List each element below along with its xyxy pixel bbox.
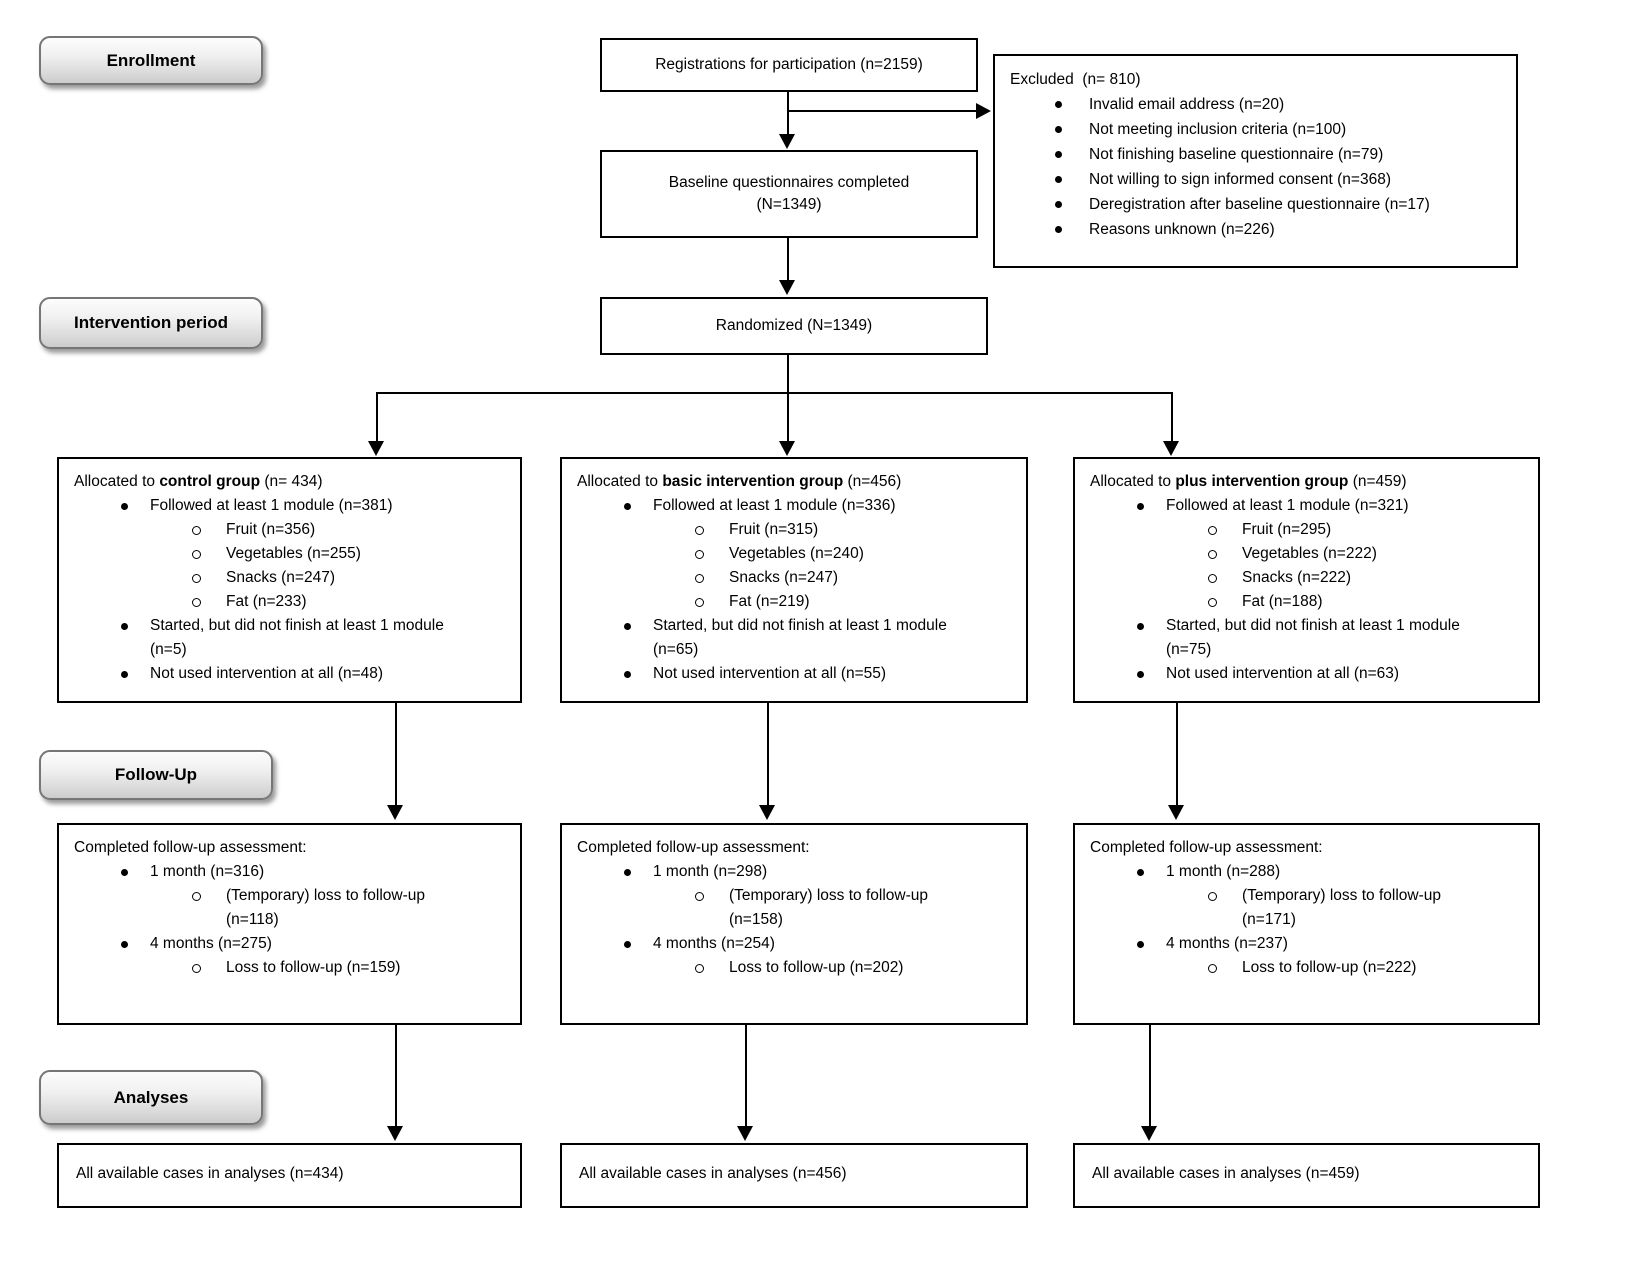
arrow-allocated-to-followup-control-line	[395, 703, 397, 807]
bullet-icon	[624, 869, 631, 876]
item-text: Followed at least 1 module (n=381)	[150, 497, 393, 514]
allocated-title	[562, 470, 1026, 494]
allocated-title	[59, 470, 520, 494]
item-text: 4 months (n=275)	[150, 935, 272, 952]
arrowhead-down-icon	[387, 805, 403, 820]
arrowhead-down-icon	[368, 441, 384, 456]
stage-label-analyses: Analyses	[113, 1087, 189, 1107]
excluded-item-text: Not willing to sign informed consent (n=368)	[1089, 171, 1391, 188]
allocated-box-plus	[1073, 457, 1540, 703]
item-text: 1 month (n=316)	[150, 863, 265, 880]
list-item	[562, 566, 1026, 590]
bullet-icon	[624, 503, 631, 510]
circle-bullet-icon	[1208, 574, 1217, 583]
list-item	[1075, 590, 1538, 614]
analysis-box-plus	[1073, 1143, 1540, 1208]
arrow-registrations-to-baseline-line	[787, 92, 789, 136]
excluded-item	[995, 167, 1516, 192]
item-text: (Temporary) loss to follow-up	[729, 887, 928, 904]
bullet-icon	[121, 941, 128, 948]
allocated-prefix: Allocated to	[1090, 473, 1176, 490]
list-item	[59, 932, 520, 956]
list-item	[1075, 542, 1538, 566]
excluded-item-text: Deregistration after baseline questionnaire (n=17)	[1089, 196, 1430, 213]
item-text: Fat (n=233)	[226, 593, 307, 610]
list-item	[562, 494, 1026, 518]
list-item	[1075, 860, 1538, 884]
bullet-icon	[1055, 101, 1062, 108]
circle-bullet-icon	[192, 598, 201, 607]
arrowhead-down-icon	[1168, 805, 1184, 820]
allocated-n: (n=459)	[1348, 473, 1407, 490]
list-item	[59, 860, 520, 884]
list-item-continuation: (n=118)	[226, 911, 279, 928]
item-text: 1 month (n=288)	[1166, 863, 1281, 880]
stage-button-follow-up	[39, 750, 273, 800]
list-item-continuation: (n=158)	[729, 911, 783, 928]
item-text: Fruit (n=315)	[729, 521, 819, 538]
list-item	[59, 494, 520, 518]
list-item	[1075, 518, 1538, 542]
item-text: 4 months (n=254)	[653, 935, 775, 952]
item-text: 4 months (n=237)	[1166, 935, 1288, 952]
list-item	[562, 590, 1026, 614]
analysis-text: All available cases in analyses (n=459)	[1092, 1165, 1360, 1182]
item-text: Snacks (n=247)	[226, 569, 335, 586]
arrow-allocated-to-followup-plus-line	[1176, 703, 1178, 807]
registrations-text: Registrations for participation (n=2159)	[655, 56, 923, 73]
excluded-title: Excluded (n= 810)	[1010, 71, 1141, 88]
item-text: 1 month (n=298)	[653, 863, 768, 880]
arrowhead-down-icon	[387, 1126, 403, 1141]
arrowhead-right-icon	[976, 103, 991, 119]
arrowhead-down-icon	[737, 1126, 753, 1141]
bullet-icon	[1137, 869, 1144, 876]
allocated-group-name: plus intervention group	[1175, 473, 1349, 490]
arrowhead-down-icon	[779, 441, 795, 456]
bullet-icon	[1137, 941, 1144, 948]
analysis-text: All available cases in analyses (n=434)	[76, 1165, 344, 1182]
randomized-text: Randomized (N=1349)	[715, 317, 873, 334]
list-item	[1075, 566, 1538, 590]
excluded-box	[993, 54, 1518, 268]
item-text: Vegetables (n=222)	[1242, 545, 1377, 562]
bullet-icon	[1137, 503, 1144, 510]
list-item-continuation: (n=75)	[1166, 641, 1212, 658]
list-item	[1075, 614, 1538, 638]
item-text: (Temporary) loss to follow-up	[226, 887, 425, 904]
item-text: (Temporary) loss to follow-up	[1242, 887, 1441, 904]
item-text: Started, but did not finish at least 1 module	[653, 617, 947, 634]
arrowhead-down-icon	[1163, 441, 1179, 456]
circle-bullet-icon	[1208, 964, 1217, 973]
followup-title: Completed follow-up assessment:	[1090, 839, 1323, 856]
bullet-icon	[624, 941, 631, 948]
list-item-continuation: (n=5)	[150, 641, 187, 658]
stage-label-intervention-period: Intervention period	[74, 313, 228, 332]
list-item	[1075, 662, 1538, 686]
item-text: Loss to follow-up (n=202)	[729, 959, 904, 976]
list-item	[59, 662, 520, 686]
excluded-item	[995, 142, 1516, 167]
list-item	[562, 884, 1026, 908]
bullet-icon	[1055, 151, 1062, 158]
stage-button-enrollment	[39, 36, 263, 85]
arrow-to-excluded-line	[788, 110, 976, 112]
list-item	[1075, 494, 1538, 518]
followup-box-plus	[1073, 823, 1540, 1025]
excluded-item-text: Invalid email address (n=20)	[1089, 96, 1285, 113]
list-item	[1075, 884, 1538, 908]
allocated-prefix: Allocated to	[577, 473, 663, 490]
stage-label-enrollment: Enrollment	[106, 50, 196, 70]
allocated-group-name: control group	[159, 473, 261, 490]
analysis-box-control	[57, 1143, 522, 1208]
list-item	[59, 614, 520, 638]
followup-title: Completed follow-up assessment:	[74, 839, 307, 856]
bullet-icon	[121, 869, 128, 876]
allocated-prefix: Allocated to	[74, 473, 160, 490]
excluded-item-text: Not meeting inclusion criteria (n=100)	[1089, 121, 1347, 138]
bullet-icon	[121, 503, 128, 510]
circle-bullet-icon	[192, 892, 201, 901]
bullet-icon	[1055, 201, 1062, 208]
list-item	[59, 542, 520, 566]
excluded-item-text: Not finishing baseline questionnaire (n=79)	[1089, 146, 1384, 163]
followup-box-basic	[560, 823, 1028, 1025]
stage-button-intervention-period	[39, 297, 263, 349]
circle-bullet-icon	[192, 526, 201, 535]
circle-bullet-icon	[1208, 526, 1217, 535]
arrowhead-down-icon	[759, 805, 775, 820]
bullet-icon	[1137, 623, 1144, 630]
circle-bullet-icon	[192, 550, 201, 559]
list-item	[59, 518, 520, 542]
arrow-allocated-to-followup-basic-line	[767, 703, 769, 807]
circle-bullet-icon	[695, 574, 704, 583]
list-item	[562, 542, 1026, 566]
item-text: Followed at least 1 module (n=336)	[653, 497, 896, 514]
allocated-n: (n=456)	[843, 473, 902, 490]
list-item	[562, 662, 1026, 686]
excluded-item-text: Reasons unknown (n=226)	[1089, 221, 1275, 238]
arrow-followup-to-analysis-basic-line	[745, 1025, 747, 1127]
circle-bullet-icon	[695, 892, 704, 901]
analysis-text: All available cases in analyses (n=456)	[579, 1165, 847, 1182]
list-item	[1075, 956, 1538, 980]
circle-bullet-icon	[1208, 550, 1217, 559]
allocated-box-basic	[560, 457, 1028, 703]
randomized-branch-line	[376, 392, 1173, 394]
arrow-branch-right-line	[1171, 392, 1173, 443]
arrow-followup-to-analysis-control-line	[395, 1025, 397, 1127]
bullet-icon	[121, 671, 128, 678]
item-text: Fat (n=188)	[1242, 593, 1323, 610]
item-text: Vegetables (n=255)	[226, 545, 361, 562]
item-text: Fat (n=219)	[729, 593, 810, 610]
excluded-item	[995, 192, 1516, 217]
list-item	[562, 932, 1026, 956]
list-item	[562, 956, 1026, 980]
item-text: Snacks (n=247)	[729, 569, 838, 586]
list-item	[1075, 932, 1538, 956]
item-text: Vegetables (n=240)	[729, 545, 864, 562]
circle-bullet-icon	[192, 964, 201, 973]
bullet-icon	[624, 623, 631, 630]
allocated-group-name: basic intervention group	[662, 473, 844, 490]
excluded-item	[995, 217, 1516, 242]
bullet-icon	[624, 671, 631, 678]
arrow-followup-to-analysis-plus-line	[1149, 1025, 1151, 1127]
item-text: Fruit (n=356)	[226, 521, 316, 538]
analysis-box-basic	[560, 1143, 1028, 1208]
item-text: Not used intervention at all (n=48)	[150, 665, 384, 682]
item-text: Followed at least 1 module (n=321)	[1166, 497, 1409, 514]
baseline-text-line2: (N=1349)	[756, 196, 822, 213]
list-item-continuation: (n=65)	[653, 641, 699, 658]
item-text: Started, but did not finish at least 1 module	[1166, 617, 1460, 634]
bullet-icon	[1055, 126, 1062, 133]
list-item	[59, 884, 520, 908]
excluded-item	[995, 117, 1516, 142]
item-text: Fruit (n=295)	[1242, 521, 1332, 538]
baseline-text-line1: Baseline questionnaires completed	[668, 174, 910, 191]
bullet-icon	[1055, 176, 1062, 183]
item-text: Loss to follow-up (n=222)	[1242, 959, 1417, 976]
allocated-n: (n= 434)	[260, 473, 323, 490]
list-item-continuation: (n=171)	[1242, 911, 1296, 928]
stage-label-follow-up: Follow-Up	[114, 765, 198, 784]
followup-box-control	[57, 823, 522, 1025]
list-item	[562, 860, 1026, 884]
stage-button-analyses	[39, 1070, 263, 1125]
arrowhead-down-icon	[779, 280, 795, 295]
circle-bullet-icon	[695, 598, 704, 607]
allocated-title	[1075, 470, 1538, 494]
arrowhead-down-icon	[1141, 1126, 1157, 1141]
circle-bullet-icon	[695, 550, 704, 559]
item-text: Not used intervention at all (n=63)	[1166, 665, 1400, 682]
arrow-baseline-to-randomized-line	[787, 238, 789, 282]
baseline-box	[600, 150, 978, 238]
list-item	[562, 614, 1026, 638]
circle-bullet-icon	[192, 574, 201, 583]
circle-bullet-icon	[1208, 892, 1217, 901]
list-item	[59, 566, 520, 590]
list-item	[59, 590, 520, 614]
arrow-randomized-stem-line	[787, 355, 789, 443]
excluded-item	[995, 92, 1516, 117]
list-item	[562, 518, 1026, 542]
bullet-icon	[1137, 671, 1144, 678]
circle-bullet-icon	[695, 526, 704, 535]
list-item	[59, 956, 520, 980]
item-text: Started, but did not finish at least 1 module	[150, 617, 444, 634]
randomized-box	[600, 297, 988, 355]
arrowhead-down-icon	[779, 134, 795, 149]
circle-bullet-icon	[695, 964, 704, 973]
bullet-icon	[121, 623, 128, 630]
allocated-box-control	[57, 457, 522, 703]
bullet-icon	[1055, 226, 1062, 233]
arrow-branch-left-line	[376, 392, 378, 443]
circle-bullet-icon	[1208, 598, 1217, 607]
followup-title: Completed follow-up assessment:	[577, 839, 810, 856]
item-text: Not used intervention at all (n=55)	[653, 665, 887, 682]
registrations-box	[600, 38, 978, 92]
item-text: Loss to follow-up (n=159)	[226, 959, 401, 976]
item-text: Snacks (n=222)	[1242, 569, 1351, 586]
